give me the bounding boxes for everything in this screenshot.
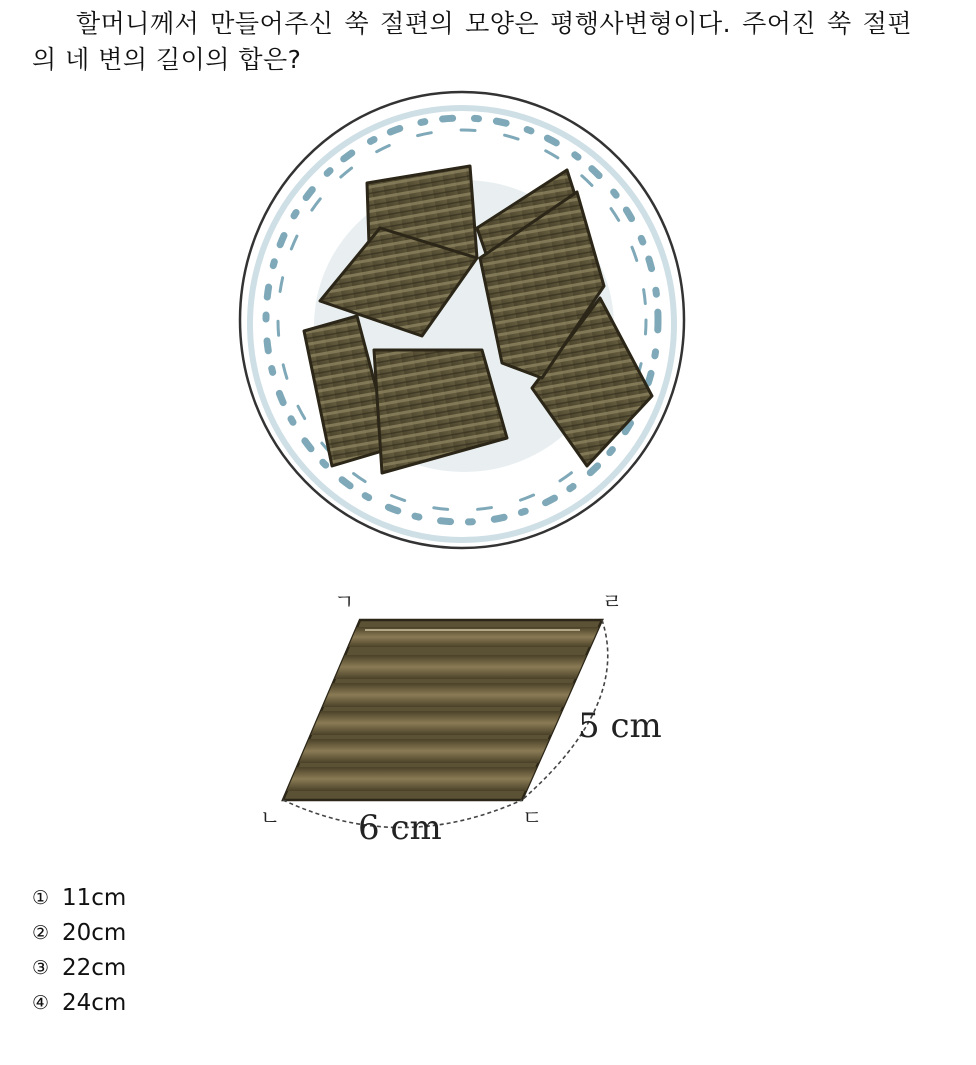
vertex-label-a: ㄱ <box>334 590 355 614</box>
question-text: 할머니께서 만들어주신 쑥 절편의 모양은 평행사변형이다. 주어진 쑥 절편의 네 변의 길이의 합은? <box>32 9 912 74</box>
parallelogram-diagram <box>250 585 680 850</box>
choice-number: ① <box>32 886 50 909</box>
choice-text: 20cm <box>62 919 127 946</box>
choice-text: 11cm <box>62 884 127 911</box>
choice-number: ④ <box>32 991 50 1014</box>
choice-text: 22cm <box>62 954 127 981</box>
choice-text: 24cm <box>62 989 127 1016</box>
side-label-bottom: 6 cm <box>358 808 442 848</box>
choice-2[interactable] <box>32 915 126 950</box>
vertex-label-d: ㄹ <box>602 590 623 614</box>
vertex-label-b: ㄴ <box>260 806 281 830</box>
choice-number: ② <box>32 921 50 944</box>
rice-cake-plate-illustration <box>232 88 692 556</box>
choice-3[interactable] <box>32 950 126 985</box>
answer-choices <box>32 880 126 1020</box>
choice-1[interactable] <box>32 880 126 915</box>
choice-number: ③ <box>32 956 50 979</box>
side-label-right: 5 cm <box>578 706 662 746</box>
vertex-label-c: ㄷ <box>522 806 543 830</box>
choice-4[interactable] <box>32 985 126 1020</box>
